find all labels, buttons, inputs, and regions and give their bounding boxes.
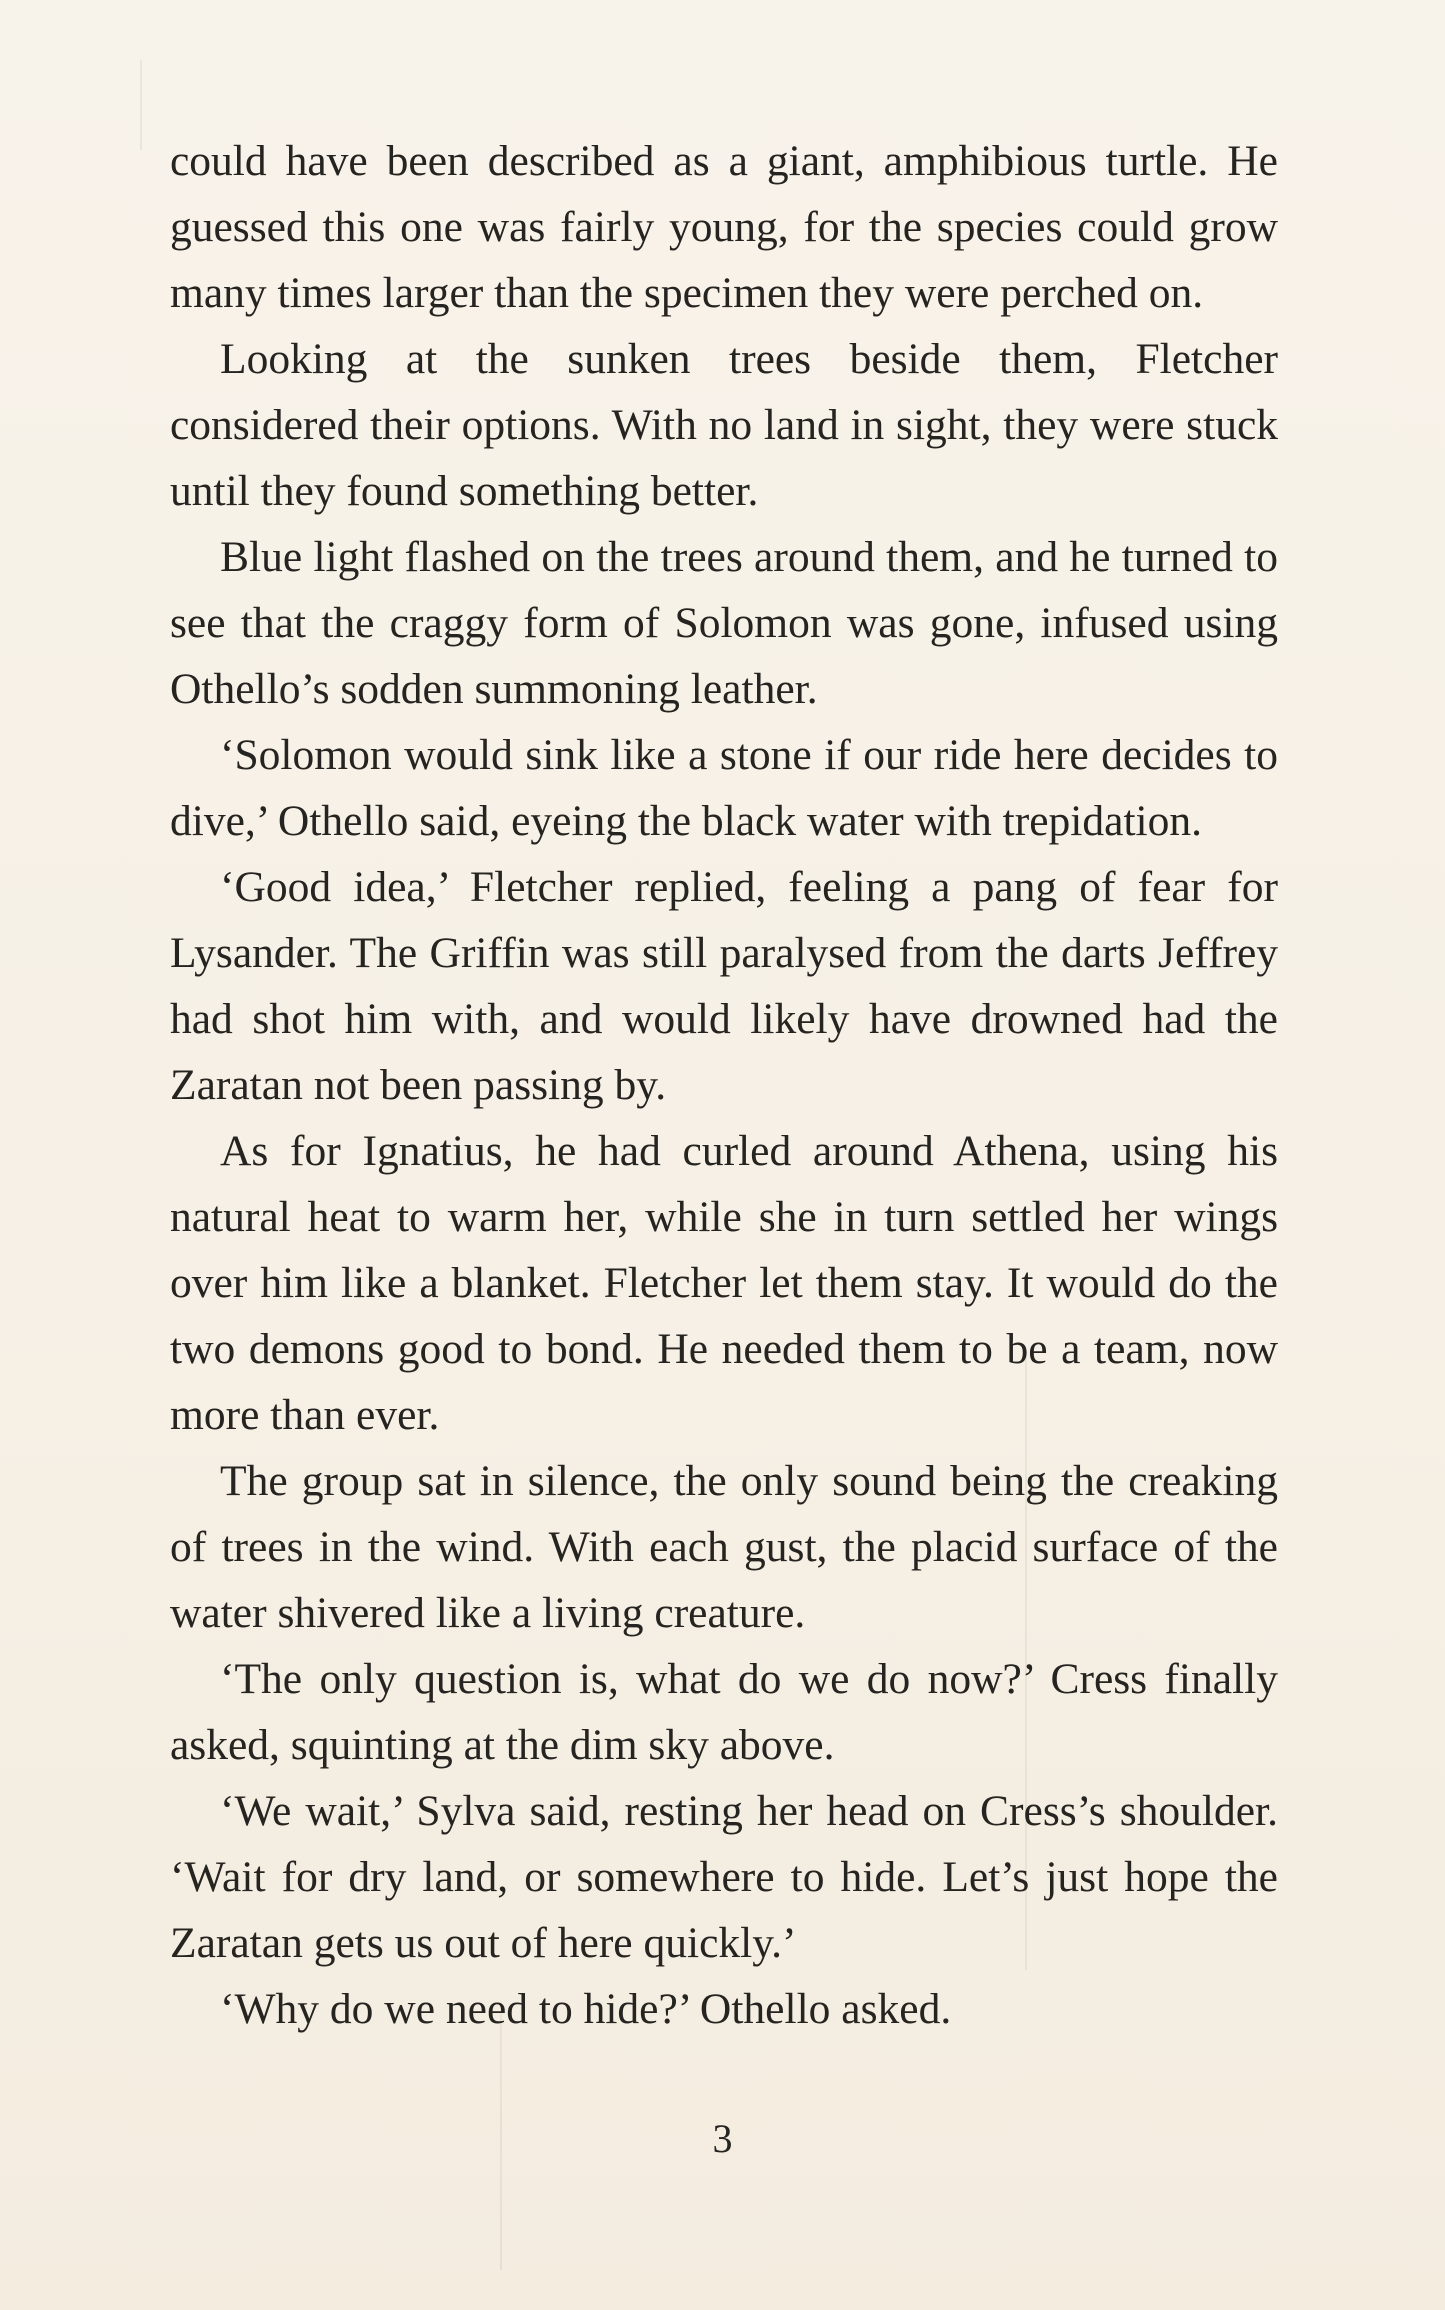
paragraph-4: ‘Solomon would sink like a stone if our ride here decides to dive,’ Othello said, eyeing the black water with trepidation. <box>170 731 1278 845</box>
paragraph-7: The group sat in silence, the only sound being the creaking of trees in the wind. With each gust, the placid surface of the water shivered like a living creature. <box>170 1457 1278 1637</box>
paragraph-10: ‘Why do we need to hide?’ Othello asked. <box>220 1985 952 2033</box>
body-text <box>170 128 1278 2042</box>
paragraph-1: could have been described as a giant, amphibious turtle. He guessed this one was fairly young, for the species could grow many times larger than the specimen they were perched on. <box>170 137 1278 317</box>
paragraph-5: ‘Good idea,’ Fletcher replied, feeling a pang of fear for Lysander. The Griffin was still paralysed from the darts Jeffrey had shot him with, and would likely have drowned had the Zaratan not been passing by. <box>170 863 1278 1109</box>
paragraph-2: Looking at the sunken trees beside them, Fletcher considered their options. With no land in sight, they were stuck until they found something better. <box>170 335 1278 515</box>
paragraph-3: Blue light flashed on the trees around them, and he turned to see that the craggy form of Solomon was gone, infused using Othello’s sodden summoning leather. <box>170 533 1278 713</box>
paragraph-8: ‘The only question is, what do we do now?’ Cress finally asked, squinting at the dim sky above. <box>170 1655 1278 1769</box>
paragraph-6: As for Ignatius, he had curled around Athena, using his natural heat to warm her, while she in turn settled her wings over him like a blanket. Fletcher let them stay. It would do the two demons good to bond. He needed them to be a team, now more than ever. <box>170 1127 1278 1439</box>
paragraph-9: ‘We wait,’ Sylva said, resting her head on Cress’s shoulder. ‘Wait for dry land, or somewhere to hide. Let’s just hope the Zaratan gets us out of here quickly.’ <box>170 1787 1278 1967</box>
show-through-mark <box>140 60 142 150</box>
page-number: 3 <box>712 2116 733 2161</box>
